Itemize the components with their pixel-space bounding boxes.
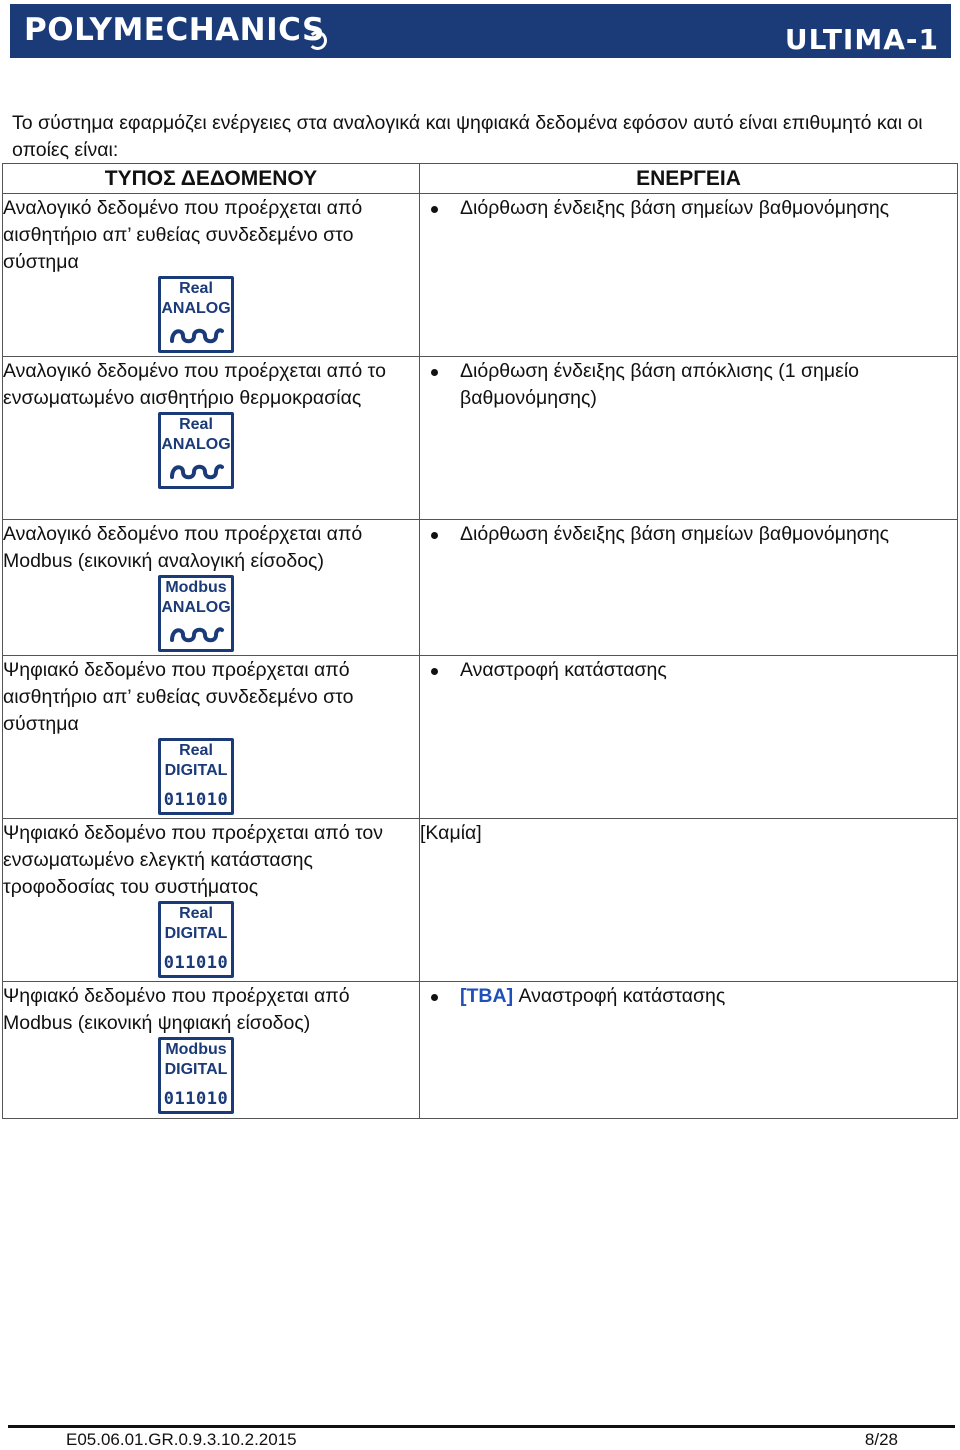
data-type-cell [3, 819, 420, 982]
document-code: E05.06.01.GR.0.9.3.10.2.2015 [66, 1430, 297, 1449]
data-type-badge [158, 1037, 234, 1114]
data-type-cell [3, 520, 420, 656]
action-cell [420, 656, 958, 819]
tba-tag: [TBA] [460, 985, 514, 1007]
action-cell [420, 520, 958, 656]
bullet-icon [431, 668, 438, 675]
table-row [3, 357, 958, 520]
data-type-description: Ψηφιακό δεδομένο που προέρχεται από αισθητήριο απ’ ευθείας συνδεδεμένο στο σύστημα [3, 659, 354, 735]
action-text: Αναστροφή κατάστασης [513, 985, 726, 1007]
page-header-bar [10, 4, 951, 58]
badge-kind-label: ANALOG [161, 436, 231, 453]
column-header-action: ΕΝΕΡΓΕΙΑ [420, 164, 958, 194]
data-type-cell [3, 982, 420, 1119]
column-header-type: ΤΥΠΟΣ ΔΕΔΟΜΕΝΟΥ [3, 164, 420, 194]
logo-swirl-icon [308, 31, 327, 50]
action-bullet-item [420, 195, 957, 222]
data-type-badge [158, 738, 234, 815]
badge-source-label: Real [179, 416, 213, 433]
action-bullet-item [420, 521, 957, 548]
data-type-description: Αναλογικό δεδομένο που προέρχεται από το ενσωματωμένο αισθητήριο θερμοκρασίας [3, 360, 386, 409]
action-text: Αναστροφή κατάστασης [460, 659, 667, 681]
digital-bits-icon: 011010 [163, 1089, 229, 1109]
polymechanics-logo: POLYMECHANICS [24, 12, 325, 48]
data-type-description: Αναλογικό δεδομένο που προέρχεται από Modbus (εικονική αναλογική είσοδος) [3, 523, 363, 572]
page-number: 8/28 [864, 1430, 898, 1449]
badge-source-label: Modbus [165, 1041, 227, 1058]
badge-kind-label: DIGITAL [164, 925, 228, 942]
bullet-icon [431, 994, 438, 1001]
badge-source-label: Real [179, 905, 213, 922]
action-text: Διόρθωση ένδειξης βάση σημείων βαθμονόμησης [460, 523, 890, 545]
analog-wave-icon [169, 624, 225, 646]
table-row [3, 520, 958, 656]
badge-kind-label: DIGITAL [164, 762, 228, 779]
badge-source-label: Real [179, 742, 213, 759]
badge-kind-label: ANALOG [161, 300, 231, 317]
action-text: Διόρθωση ένδειξης βάση σημείων βαθμονόμησης [460, 197, 890, 219]
action-cell [420, 194, 958, 357]
intro-paragraph: Το σύστημα εφαρμόζει ενέργειες στα αναλογικά και ψηφιακά δεδομένα εφόσον αυτό είναι επιθυμητό και οι οποίες είναι: [12, 112, 923, 161]
action-bullet-item [420, 983, 957, 1010]
bullet-icon [431, 206, 438, 213]
action-cell [420, 357, 958, 520]
data-type-badge [158, 575, 234, 652]
action-cell [420, 819, 958, 982]
table-row [3, 194, 958, 357]
data-type-badge [158, 412, 234, 489]
data-type-cell [3, 656, 420, 819]
action-text: [Καμία] [420, 822, 482, 844]
analog-wave-icon [169, 461, 225, 483]
digital-bits-icon: 011010 [163, 953, 229, 973]
footer-divider [8, 1425, 955, 1428]
table-row [3, 982, 958, 1119]
table-row [3, 656, 958, 819]
bullet-icon [431, 369, 438, 376]
data-type-description: Ψηφιακό δεδομένο που προέρχεται από Modbus (εικονική ψηφιακή είσοδος) [3, 985, 350, 1034]
badge-kind-label: DIGITAL [164, 1061, 228, 1078]
data-type-badge [158, 901, 234, 978]
data-types-table [2, 163, 958, 1119]
data-type-cell [3, 357, 420, 520]
data-type-description: Ψηφιακό δεδομένο που προέρχεται από τον ενσωματωμένο ελεγκτή κατάστασης τροφοδοσίας του συστήματος [3, 822, 384, 898]
bullet-icon [431, 532, 438, 539]
analog-wave-icon [169, 325, 225, 347]
table-row [3, 819, 958, 982]
badge-source-label: Real [179, 280, 213, 297]
ultima-logo: ULTIMA-1 [784, 23, 939, 56]
badge-kind-label: ANALOG [161, 599, 231, 616]
badge-source-label: Modbus [165, 579, 227, 596]
data-type-description: Αναλογικό δεδομένο που προέρχεται από αισθητήριο απ’ ευθείας συνδεδεμένο στο σύστημα [3, 197, 363, 273]
digital-bits-icon: 011010 [163, 790, 229, 810]
action-bullet-item [420, 358, 957, 412]
data-type-badge [158, 276, 234, 353]
data-type-cell [3, 194, 420, 357]
action-bullet-item [420, 657, 957, 684]
action-cell [420, 982, 958, 1119]
action-text: Διόρθωση ένδειξης βάση απόκλισης (1 σημείο βαθμονόμησης) [460, 360, 860, 409]
